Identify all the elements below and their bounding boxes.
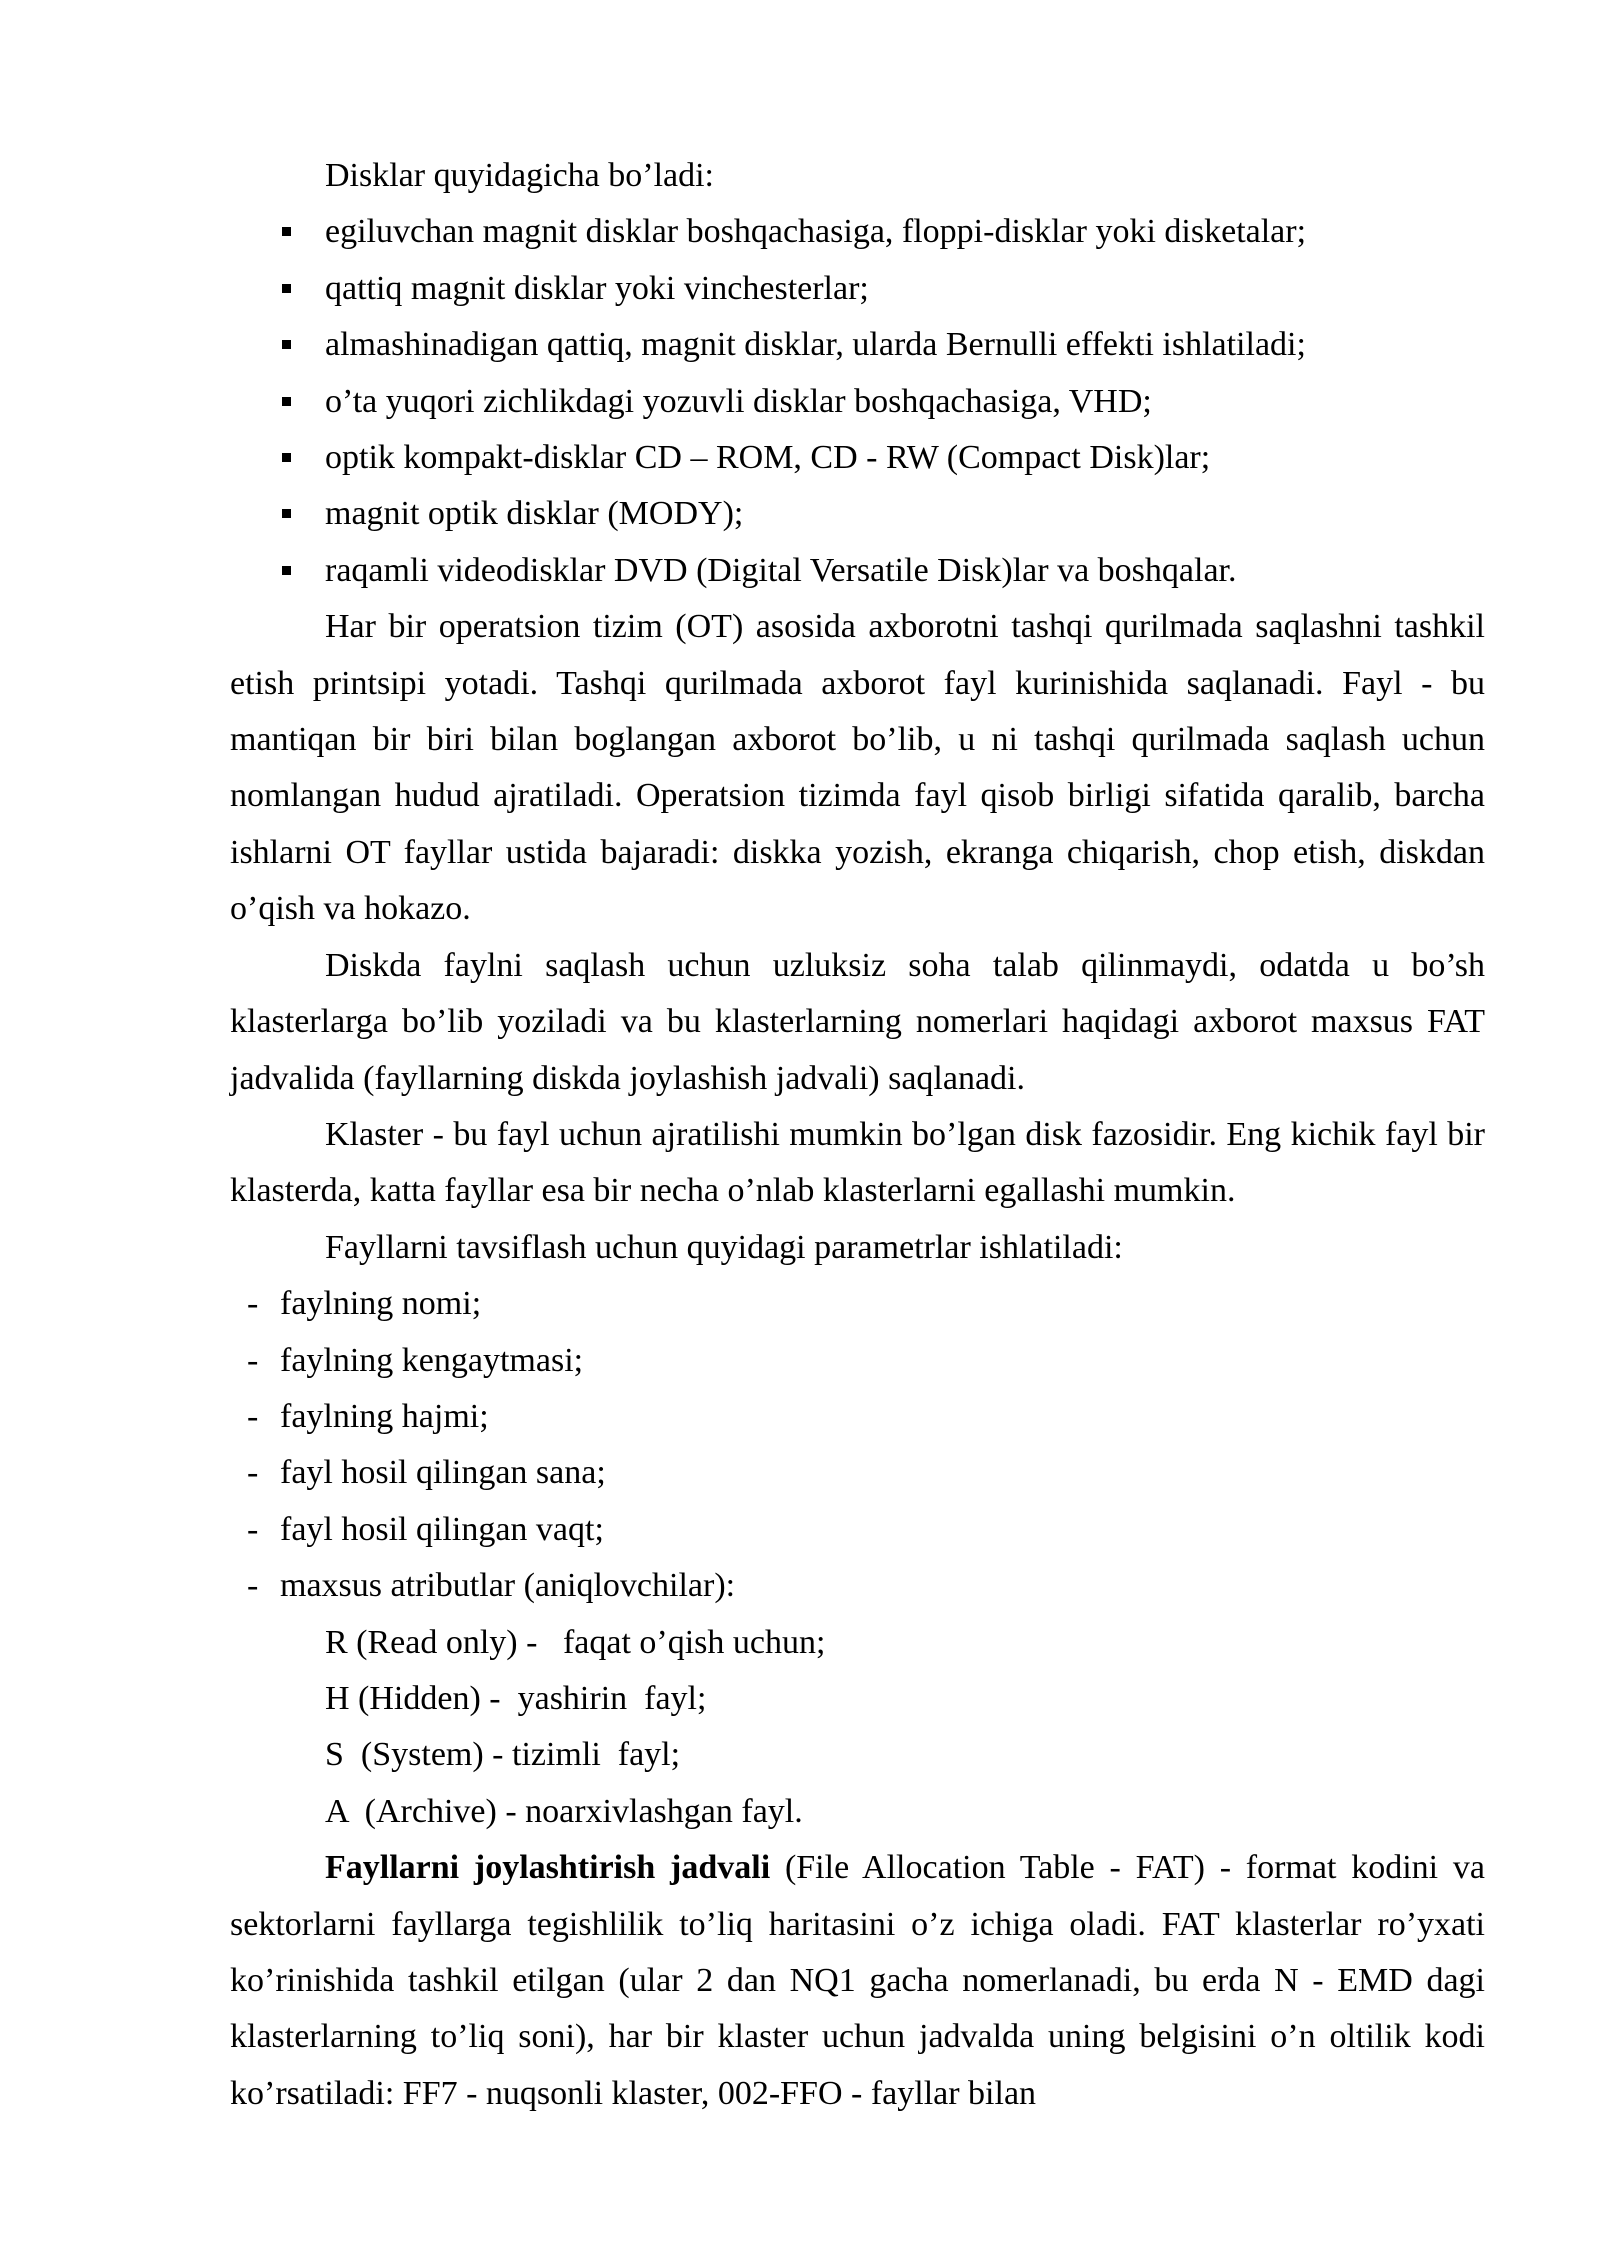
list-item: egiluvchan magnit disklar boshqachasiga, floppi-disklar yoki disketalar;	[230, 204, 1485, 260]
paragraph-cluster-definition: Klaster - bu fayl uchun ajratilishi mumkin bo’lgan disk fazosidir. Eng kichik fayl bir klasterda, katta fayllar esa bir necha o’nlab klasterlarni egallashi mumkin.	[230, 1115, 1485, 1210]
list-item: raqamli videodisklar DVD (Digital Versatile Disk)lar va boshqalar.	[230, 543, 1485, 599]
file-params-list	[230, 1276, 1485, 1614]
list-item: - faylning kengaytmasi;	[230, 1333, 1485, 1389]
dash-marker: -	[247, 1454, 259, 1492]
list-item: optik kompakt-disklar CD – ROM, CD - RW (Compact Disk)lar;	[230, 430, 1485, 486]
params-intro: Fayllarni tavsiflash uchun quyidagi parametrlar ishlatiladi:	[325, 1228, 1123, 1266]
intro-line: Disklar quyidagicha bo’ladi:	[325, 157, 715, 194]
fat-description: (File Allocation Table - FAT) - format kodini va sektorlarni fayllarga tegishlilik to’liq haritasini o’z ichiga oladi. FAT klasterlar ro’yxati ko’rinishida tashkil etilgan (ular 2 dan NQ1 gacha nomerlanadi, bu erda N - EMD dagi klasterlarning to’liq soni), har bir klaster uchun jadvalda uning belgisini o’n oltilik kodi ko’rsatiladi: FF7 - nuqsonli klaster, 002-FFO - fayllar bilan	[230, 1849, 1485, 2112]
square-bullet-icon	[282, 227, 291, 236]
attribute-line: H (Hidden) - yashirin fayl;	[325, 1679, 707, 1717]
list-item: - faylning hajmi;	[230, 1389, 1485, 1445]
list-item: magnit optik disklar (MODY);	[230, 486, 1485, 542]
list-item: - fayl hosil qilingan sana;	[230, 1445, 1485, 1501]
fat-term: Fayllarni joylashtirish jadvali	[325, 1849, 771, 1887]
paragraph-os-storage: Har bir operatsion tizim (OT) asosida axborotni tashqi qurilmada saqlashni tashkil etish printsipi yotadi. Tashqi qurilmada axborot fayl kurinishida saqlanadi. Fayl - bu mantiqan bir biri bilan boglangan axborot bo’lib, u ni tashqi qurilmada saqlash uchun nomlangan hudud ajratiladi. Operatsion tizimda fayl qisob birligi sifatida qaralib, barcha ishlarni OT fayllar ustida bajaradi: diskka yozish, ekranga chiqarish, chop etish, diskdan o’qish va hokazo.	[230, 608, 1485, 928]
paragraph-clusters: Diskda faylni saqlash uchun uzluksiz soha talab qilinmaydi, odatda u bo’sh klasterlarga bo’lib yoziladi va bu klasterlarning nomerlari haqidagi axborot maxsus FAT jadvalida (fayllarning diskda joylashish jadvali) saqlanadi.	[230, 946, 1485, 1097]
list-item: almashinadigan qattiq, magnit disklar, ularda Bernulli effekti ishlatiladi;	[230, 317, 1485, 373]
list-item: o’ta yuqori zichlikdagi yozuvli disklar boshqachasiga, VHD;	[230, 374, 1485, 430]
attribute-line: A (Archive) - noarxivlashgan fayl.	[325, 1792, 803, 1830]
list-item: qattiq magnit disklar yoki vinchesterlar;	[230, 261, 1485, 317]
page-content	[230, 148, 1485, 2122]
list-item: - maxsus atributlar (aniqlovchilar):	[230, 1558, 1485, 1614]
square-bullet-icon	[282, 397, 291, 406]
dash-marker: -	[247, 1341, 259, 1379]
dash-marker: -	[247, 1285, 259, 1323]
list-item: - faylning nomi;	[230, 1276, 1485, 1332]
attribute-line: S (System) - tizimli fayl;	[325, 1736, 681, 1774]
paragraph-fat	[230, 1840, 1485, 2122]
square-bullet-icon	[282, 509, 291, 518]
dash-marker: -	[247, 1510, 259, 1548]
square-bullet-icon	[282, 453, 291, 462]
dash-marker: -	[247, 1397, 259, 1435]
disk-types-list	[230, 204, 1485, 599]
dash-marker: -	[247, 1567, 259, 1605]
list-item: - fayl hosil qilingan vaqt;	[230, 1502, 1485, 1558]
square-bullet-icon	[282, 566, 291, 575]
attribute-line: R (Read only) - faqat o’qish uchun;	[325, 1623, 826, 1661]
square-bullet-icon	[282, 284, 291, 293]
attributes-list	[230, 1615, 1485, 1841]
square-bullet-icon	[282, 340, 291, 349]
